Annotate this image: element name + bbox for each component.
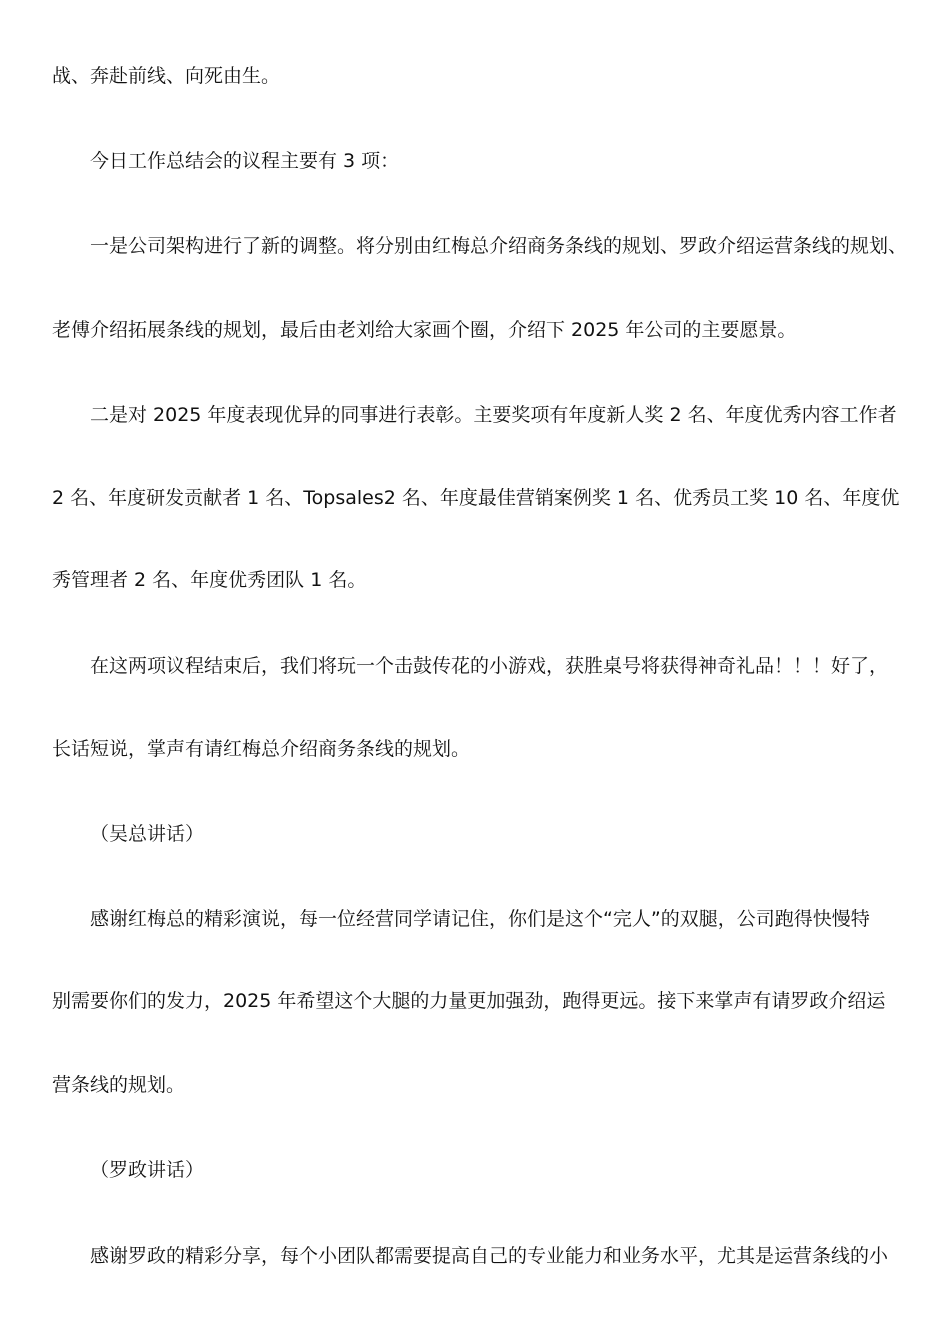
paragraph-line: 感谢罗政的精彩分享，每个小团队都需要提高自己的专业能力和业务水平，尤其是运营条线的小 (90, 1245, 889, 1267)
paragraph-line: 二是对 2025 年度表现优异的同事进行表彰。主要奖项有年度新人奖 2 名、年度优秀内容工作者 (90, 404, 897, 426)
paragraph-line: 营条线的规划。 (52, 1074, 186, 1096)
paragraph-line: 别需要你们的发力，2025 年希望这个大腿的力量更加强劲，跑得更远。接下来掌声有请罗政介绍运 (52, 990, 886, 1012)
speaker-note: （罗政讲话） (90, 1159, 205, 1181)
paragraph-line: 感谢红梅总的精彩演说，每一位经营同学请记住，你们是这个“完人”的双腿，公司跑得快慢特 (90, 908, 870, 930)
paragraph-line: 在这两项议程结束后，我们将玩一个击鼓传花的小游戏，获胜桌号将获得神奇礼品！！！好了， (90, 655, 889, 677)
paragraph-line: 战、奔赴前线、向死由生。 (52, 65, 281, 87)
paragraph-line: 秀管理者 2 名、年度优秀团队 1 名。 (52, 569, 367, 591)
paragraph-line: 今日工作总结会的议程主要有 3 项： (90, 150, 400, 172)
paragraph-line: 长话短说，掌声有请红梅总介绍商务条线的规划。 (52, 738, 471, 760)
paragraph-line: 一是公司架构进行了新的调整。将分别由红梅总介绍商务条线的规划、罗政介绍运营条线的规划、 (90, 235, 908, 257)
paragraph-line: 2 名、年度研发贡献者 1 名、Topsales2 名、年度最佳营销案例奖 1 名、优秀员工奖 10 名、年度优 (52, 487, 900, 509)
speaker-note: （吴总讲话） (90, 823, 205, 845)
paragraph-line: 老傅介绍拓展条线的规划，最后由老刘给大家画个圈，介绍下 2025 年公司的主要愿景。 (52, 319, 797, 341)
